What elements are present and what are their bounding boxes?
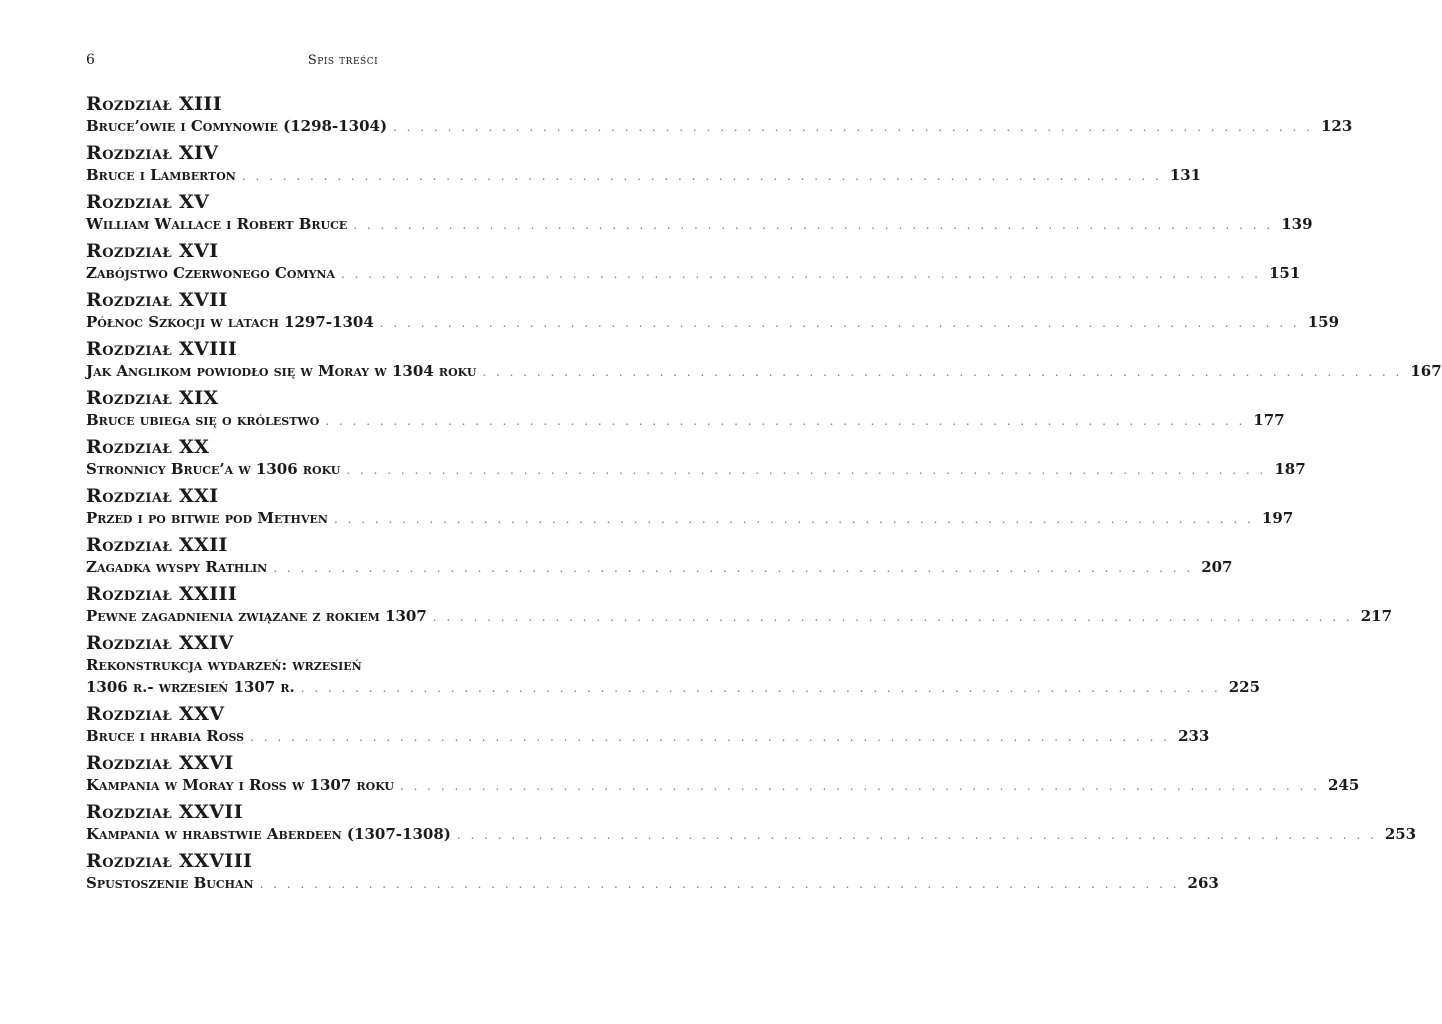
chapter-label: Rozdział XV: [86, 191, 210, 213]
page-ref: 225: [1228, 678, 1261, 696]
page-ref: 159: [1307, 313, 1340, 331]
chapter-title: Spustoszenie Buchan: [86, 874, 254, 892]
page-ref: 197: [1261, 509, 1294, 527]
chapter-title: Jak Anglikom powiodło się w Moray w 1304 roku: [86, 362, 477, 380]
chapter-title: Kampania w hrabstwie Aberdeen (1307-1308): [86, 825, 451, 843]
dot-leader: . . . . . . . . . . . . . . . . . . . . . . . . . . . . . . . . . . . . . . . . . . . . . . . . . . . . . . . . . . . . . . . . . . . .: [379, 316, 1300, 330]
toc-entry: [86, 800, 1417, 849]
page-ref: 151: [1268, 264, 1301, 282]
chapter-title: William Wallace i Robert Bruce: [86, 215, 348, 233]
dot-leader: . . . . . . . . . . . . . . . . . . . . . . . . . . . . . . . . . . . . . . . . . . . . . . . . . . . . . . . . . . . . . . . . . . . .: [241, 169, 1162, 183]
toc-entry: [86, 288, 1340, 337]
toc-entry: [86, 239, 1301, 288]
page-ref: 139: [1281, 215, 1313, 233]
page-ref: 187: [1274, 460, 1306, 478]
dot-leader: . . . . . . . . . . . . . . . . . . . . . . . . . . . . . . . . . . . . . . . . . . . . . . . . . . . . . . . . . . . . . . . . . . . .: [432, 610, 1353, 624]
page-ref: 245: [1327, 776, 1360, 794]
dot-leader: . . . . . . . . . . . . . . . . . . . . . . . . . . . . . . . . . . . . . . . . . . . . . . . . . . . . . . . . . . . . . . . . . . . .: [482, 365, 1403, 379]
chapter-label: Rozdział XXVIII: [86, 850, 253, 872]
chapter-title-line[interactable]: [86, 775, 1360, 800]
chapter-title-line[interactable]: [86, 655, 600, 677]
chapter-title: Pewne zagadnienia związane z rokiem 1307: [86, 607, 427, 625]
toc-entry: [86, 631, 1261, 702]
dot-leader: . . . . . . . . . . . . . . . . . . . . . . . . . . . . . . . . . . . . . . . . . . . . . . . . . . . . . . . . . . . . . . . . . . . .: [400, 779, 1320, 793]
chapter-title-line[interactable]: [86, 214, 1313, 239]
chapter-label: Rozdział XXIII: [86, 583, 238, 605]
toc-entry: [86, 702, 1210, 751]
chapter-title: Rekonstrukcja wydarzeń: wrzesień: [86, 656, 362, 674]
chapter-title-line[interactable]: [86, 312, 1340, 337]
chapter-title-line[interactable]: [86, 606, 1393, 631]
chapter-label: Rozdział XXII: [86, 534, 228, 556]
toc-entry: [86, 337, 1442, 386]
chapter-title-line[interactable]: [86, 165, 1202, 190]
dot-leader: . . . . . . . . . . . . . . . . . . . . . . . . . . . . . . . . . . . . . . . . . . . . . . . . . . . . . . . . . . . . . . . . . . . .: [393, 120, 1313, 134]
dot-leader: . . . . . . . . . . . . . . . . . . . . . . . . . . . . . . . . . . . . . . . . . . . . . . . . . . . . . . . . . . . . . . . . . . . .: [250, 730, 1171, 744]
toc-entry: [86, 141, 1202, 190]
page-ref: 167: [1410, 362, 1442, 380]
page-ref: 233: [1178, 727, 1210, 745]
chapter-title-line[interactable]: [86, 263, 1301, 288]
page-ref: 217: [1360, 607, 1393, 625]
toc-entry: [86, 849, 1219, 898]
page-ref: 131: [1169, 166, 1202, 184]
dot-leader: . . . . . . . . . . . . . . . . . . . . . . . . . . . . . . . . . . . . . . . . . . . . . . . . . . . . . . . . . . . . . . . . . . . .: [341, 267, 1261, 281]
dot-leader: . . . . . . . . . . . . . . . . . . . . . . . . . . . . . . . . . . . . . . . . . . . . . . . . . . . . . . . . . . . . . . . . . . . .: [259, 877, 1180, 891]
chapter-title: 1306 r.- wrzesień 1307 r.: [86, 678, 295, 696]
chapter-label: Rozdział XVI: [86, 240, 219, 262]
running-title: Spis treści: [307, 53, 379, 68]
page-ref: 177: [1253, 411, 1285, 429]
toc-entry: [86, 190, 1313, 239]
page-ref: 207: [1201, 558, 1233, 576]
chapter-title: Bruce ubiega się o królestwo: [86, 411, 320, 429]
toc-entry: [86, 582, 1393, 631]
chapter-title: Zabójstwo Czerwonego Comyna: [86, 264, 336, 282]
page-ref: 123: [1321, 117, 1353, 135]
chapter-label: Rozdział XXI: [86, 485, 219, 507]
chapter-title-line[interactable]: [86, 116, 1353, 141]
chapter-label: Rozdział XIV: [86, 142, 219, 164]
dot-leader: . . . . . . . . . . . . . . . . . . . . . . . . . . . . . . . . . . . . . . . . . . . . . . . . . . . . . . . . . . . . . . . . . . . .: [456, 828, 1377, 842]
chapter-title-line[interactable]: [86, 873, 1219, 898]
chapter-title: Przed i po bitwie pod Methven: [86, 509, 328, 527]
chapter-title: Zagadka wyspy Rathlin: [86, 558, 268, 576]
chapter-label: Rozdział XX: [86, 436, 210, 458]
toc-entry: [86, 386, 1285, 435]
toc-entry: [86, 435, 1306, 484]
chapter-title-line[interactable]: [86, 410, 1285, 435]
dot-leader: . . . . . . . . . . . . . . . . . . . . . . . . . . . . . . . . . . . . . . . . . . . . . . . . . . . . . . . . . . . . . . . . . . . .: [325, 414, 1246, 428]
page-ref: 253: [1384, 825, 1417, 843]
chapter-label: Rozdział XIII: [86, 93, 222, 115]
page-number: 6: [86, 52, 95, 68]
chapter-title: Bruce i hrabia Ross: [86, 727, 245, 745]
page-header: [86, 52, 600, 72]
chapter-title-line[interactable]: [86, 361, 1442, 386]
dot-leader: . . . . . . . . . . . . . . . . . . . . . . . . . . . . . . . . . . . . . . . . . . . . . . . . . . . . . . . . . . . . . . . . . . . .: [346, 463, 1267, 477]
chapter-label: Rozdział XVIII: [86, 338, 238, 360]
chapter-title: Stronnicy Bruce’a w 1306 roku: [86, 460, 341, 478]
toc-entry: [86, 484, 1294, 533]
chapter-label: Rozdział XXV: [86, 703, 225, 725]
chapter-title: Północ Szkocji w latach 1297-1304: [86, 313, 374, 331]
toc-entry: [86, 533, 1233, 582]
chapter-label: Rozdział XVII: [86, 289, 228, 311]
table-of-contents: [86, 92, 1442, 898]
chapter-label: Rozdział XXIV: [86, 632, 234, 654]
chapter-title-line[interactable]: [86, 459, 1306, 484]
chapter-title-line[interactable]: [86, 677, 1261, 702]
dot-leader: . . . . . . . . . . . . . . . . . . . . . . . . . . . . . . . . . . . . . . . . . . . . . . . . . . . . . . . . . . . . . . . . . . . .: [353, 218, 1274, 232]
chapter-label: Rozdział XXVII: [86, 801, 243, 823]
chapter-title-line[interactable]: [86, 726, 1210, 751]
chapter-title: Bruce i Lamberton: [86, 166, 236, 184]
dot-leader: . . . . . . . . . . . . . . . . . . . . . . . . . . . . . . . . . . . . . . . . . . . . . . . . . . . . . . . . . . . . . . . . . . . .: [300, 681, 1221, 695]
chapter-title-line[interactable]: [86, 824, 1417, 849]
chapter-title: Kampania w Moray i Ross w 1307 roku: [86, 776, 394, 794]
chapter-label: Rozdział XIX: [86, 387, 219, 409]
chapter-title: Bruce’owie i Comynowie (1298-1304): [86, 117, 388, 135]
toc-entry: [86, 751, 1360, 800]
page-ref: 263: [1187, 874, 1219, 892]
toc-entry: [86, 92, 1353, 141]
dot-leader: . . . . . . . . . . . . . . . . . . . . . . . . . . . . . . . . . . . . . . . . . . . . . . . . . . . . . . . . . . . . . . . . . . . .: [333, 512, 1254, 526]
chapter-title-line[interactable]: [86, 557, 1233, 582]
chapter-label: Rozdział XXVI: [86, 752, 234, 774]
chapter-title-line[interactable]: [86, 508, 1294, 533]
dot-leader: . . . . . . . . . . . . . . . . . . . . . . . . . . . . . . . . . . . . . . . . . . . . . . . . . . . . . . . . . . . . . . . . . . . .: [273, 561, 1194, 575]
